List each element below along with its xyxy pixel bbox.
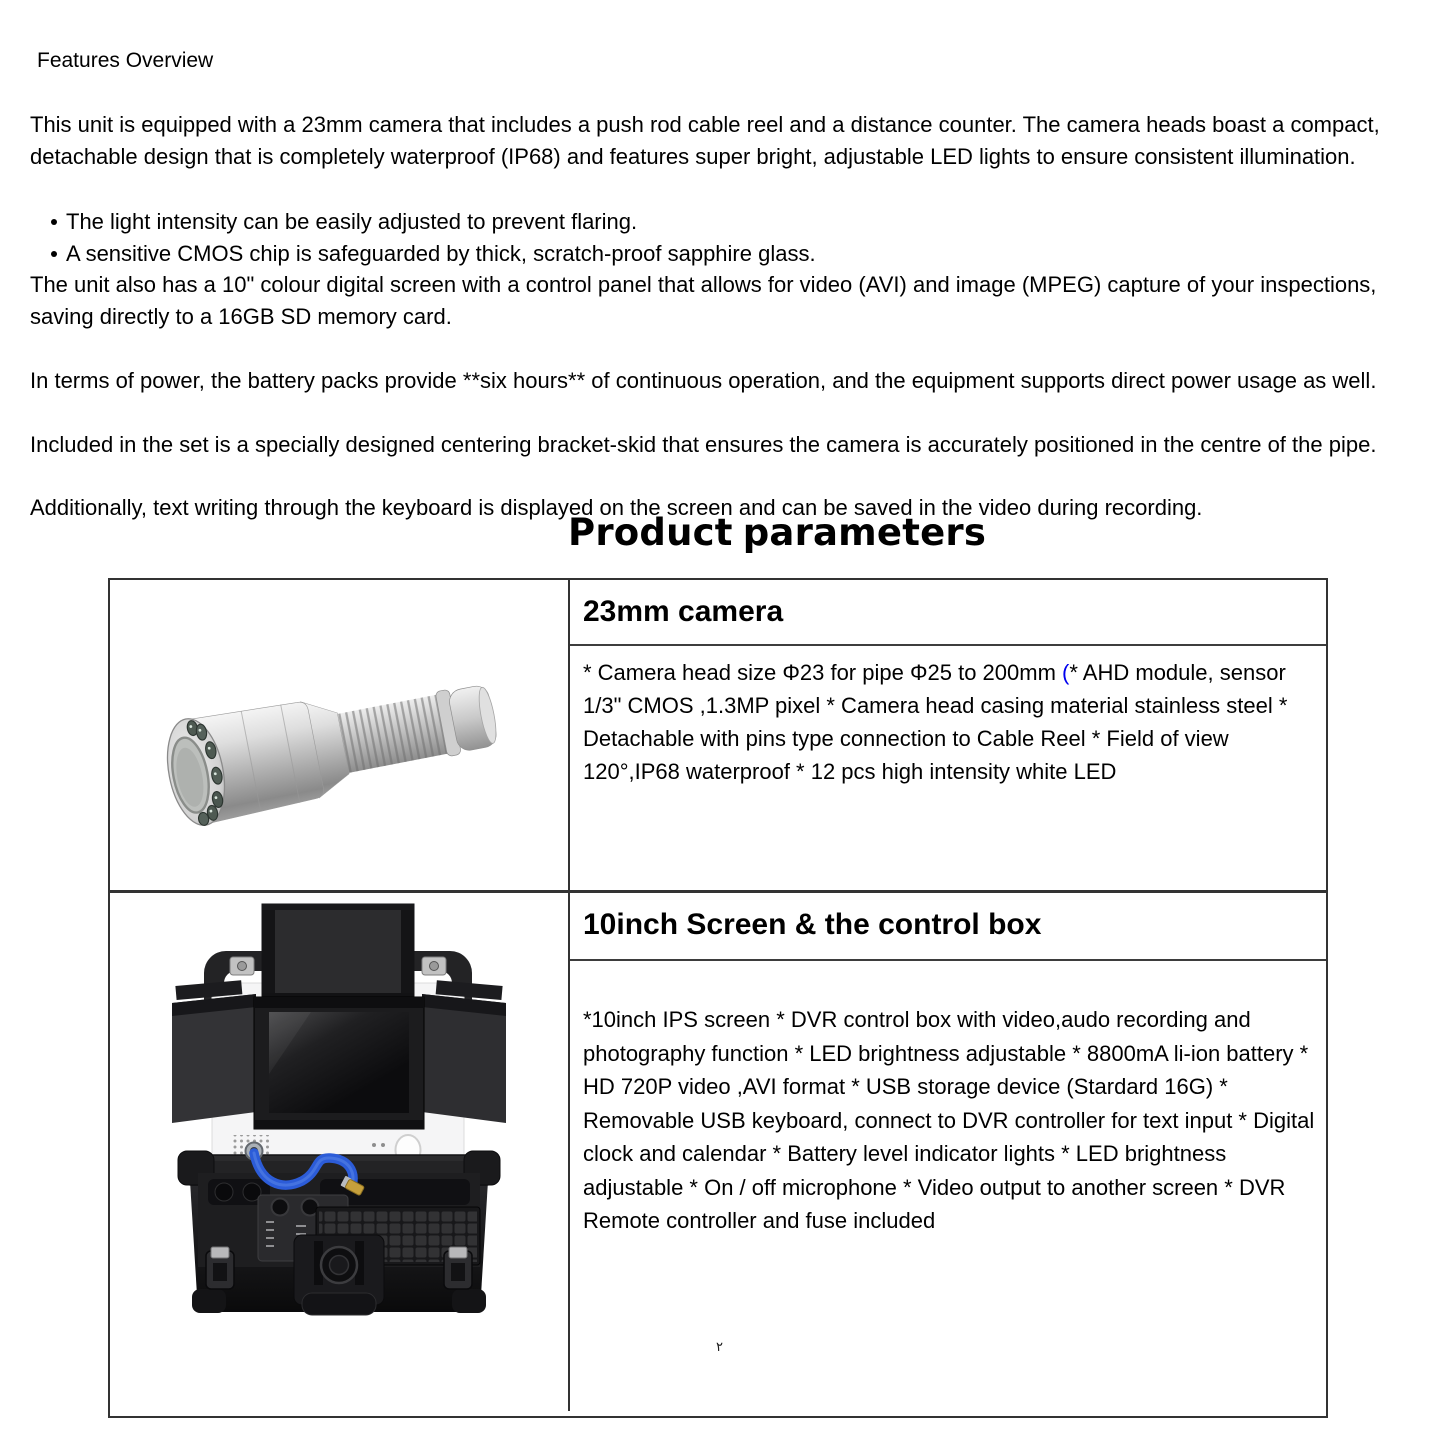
camera-head-image <box>164 668 512 838</box>
product-parameters-table <box>108 578 1328 1418</box>
camera-image-cell <box>110 580 570 890</box>
camera-spec-text: * Camera head size Φ23 for pipe Φ25 to 200mm <box>583 660 1063 685</box>
paragraph-keyboard: Additionally, text writing through the keyboard is displayed on the screen and can be saved in the video during recording. <box>30 495 1203 520</box>
camera-spec-text-rest: * AHD module, sensor 1/3" CMOS ,1.3MP pixel * Camera head casing material stainless steel * Detachable with pins type connection to Cable Reel * Field of view 120°,IP68 waterproof * 12 pcs high intensity white LED <box>583 660 1288 784</box>
bullet-dot <box>51 251 57 257</box>
bullet-dot <box>51 219 57 225</box>
control-box-spec-body <box>570 961 1315 1238</box>
control-box-spec-header <box>570 893 1326 961</box>
camera-spec-cell <box>570 580 1326 890</box>
control-box-spec-cell <box>570 893 1326 1411</box>
features-heading: Features Overview <box>37 49 214 72</box>
product-parameters-title: Product parameters <box>568 511 987 554</box>
paragraph-bracket: Included in the set is a specially designed centering bracket-skid that ensures the camera is accurately positioned in the centre of the pipe. <box>30 432 1377 457</box>
paragraph-screen: The unit also has a 10" colour digital screen with a control panel that allows for video (AVI) and image (MPEG) capture of your inspections, saving directly to a 16GB SD memory card. <box>30 272 1377 329</box>
control-box-spec-text: *10inch IPS screen * DVR control box with video,audo recording and photography function * LED brightness adjustable * 8800mA li-ion battery * HD 720P video ,AVI format * USB storage device (Stardard 16G) * Removable USB keyboard, connect to DVR controller for text input * Digital clock and calendar * Battery level indicator lights * LED brightness adjustable * On / off microphone * Video output to another screen * DVR Remote controller and fuse included <box>583 1007 1315 1233</box>
paragraph-power: In terms of power, the battery packs provide **six hours** of continuous operation, and the equipment supports direct power usage as well. <box>30 368 1377 393</box>
footnote-glyph: ٢ <box>716 1339 723 1354</box>
control-box-image-cell <box>110 893 570 1411</box>
bullet-item-cmos-chip <box>30 238 1420 270</box>
paragraph-intro: This unit is equipped with a 23mm camera that includes a push rod cable reel and a distance counter. The camera heads boast a compact, detachable design that is completely waterproof (IP68) and features super bright, adjustable LED lights to ensure consistent illumination. <box>30 112 1380 169</box>
bullet-item-light-intensity <box>30 206 1420 238</box>
control-box-spec-header-text: 10inch Screen & the control box <box>583 908 1042 941</box>
spec-row-camera <box>110 580 1326 893</box>
bullet-text: A sensitive CMOS chip is safeguarded by thick, scratch-proof sapphire glass. <box>66 241 816 266</box>
spec-row-control-box <box>110 893 1326 1411</box>
control-box-image <box>168 899 510 1329</box>
camera-spec-header-text: 23mm camera <box>583 595 784 628</box>
camera-spec-header <box>570 580 1326 646</box>
feature-bullet-list <box>30 206 1420 270</box>
blue-paren-link[interactable]: ( <box>1062 660 1070 685</box>
camera-spec-body <box>570 646 1315 788</box>
bullet-text: The light intensity can be easily adjusted to prevent flaring. <box>66 209 638 234</box>
